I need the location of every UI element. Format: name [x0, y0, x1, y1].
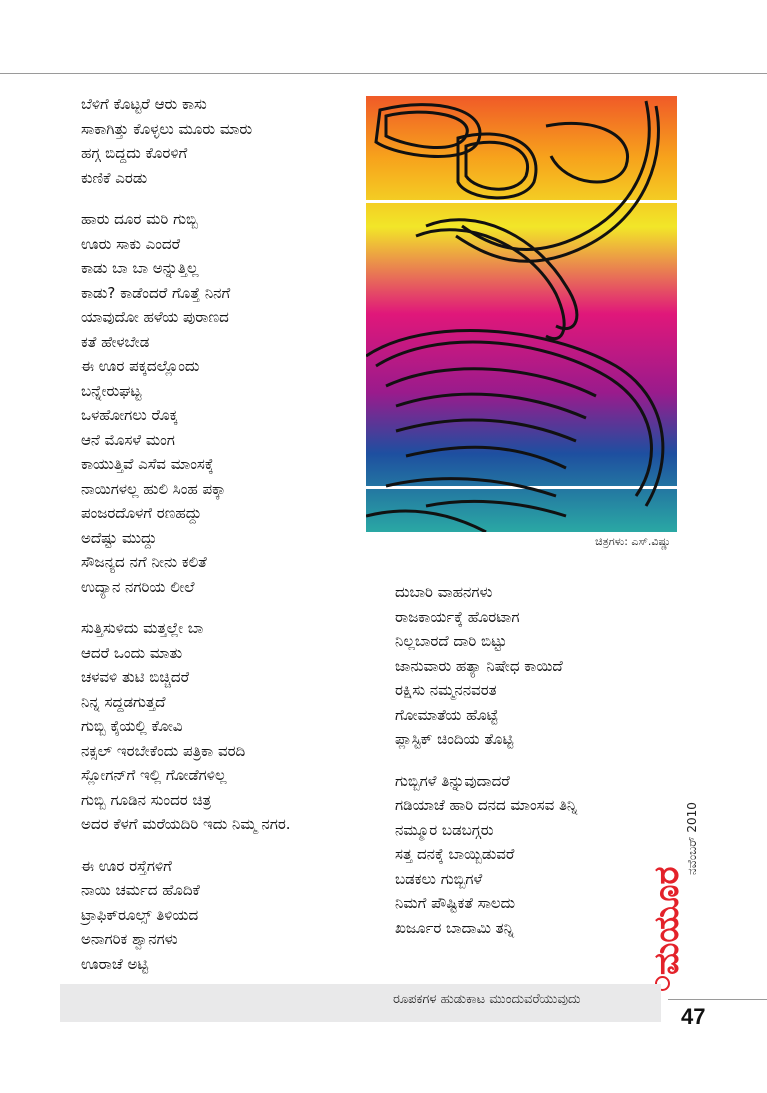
artwork-background [366, 96, 677, 532]
stanza-break [81, 190, 291, 207]
poem-line: ಕಾಯುತ್ತಿವೆ ಎಸೆವ ಮಾಂಸಕ್ಕೆ [81, 455, 214, 473]
illustration-artwork [366, 96, 677, 532]
poem-line: ಕುಣಿಕೆ ಎರಡು [81, 168, 148, 187]
poem-line: ನಿಲ್ಲಬಾರದೆ ದಾರಿ ಬಿಟ್ಟು [395, 632, 507, 650]
poem-left-column [81, 92, 291, 976]
poem-line: ಊರಾಚೆ ಅಟ್ಟಿ [81, 954, 149, 973]
poem-line: ಬಡಕಲು ಗುಬ್ಬಿಗಳೆ [395, 869, 483, 888]
poem-line: ಯಾವುದೋ ಹಳೆಯ ಪುರಾಣದ [81, 308, 229, 326]
poem-line: ಊರು ಸಾಕು ಎಂದರೆ [81, 234, 181, 253]
poem-line: ನಿನ್ನ ಸದ್ದಡಗುತ್ತದೆ [81, 692, 166, 711]
poem-line: ಒಳಹೋಗಲು ರೊಕ್ಕ [81, 406, 178, 424]
poem-line: ಈ ಊರ ಪಕ್ಕದಲ್ಲೊಂದು [81, 357, 200, 375]
poem-line: ಕತೆ ಹೇಳಬೇಡ [81, 332, 150, 351]
poem-line: ಖರ್ಜೂರ ಬಾದಾಮಿ ತನ್ನಿ [395, 918, 514, 937]
magazine-masthead [647, 775, 701, 995]
poem-line: ಆನೆ ಮೊಸಳೆ ಮಂಗ [81, 430, 175, 449]
poem-line: ಟ್ರಾಫಿಕ್‌ರೂಲ್ಸ್ ತಿಳಿಯದ [81, 905, 199, 924]
poem-line: ಸತ್ತ ದನಕ್ಕೆ ಬಾಯ್ಬಿಡುವರೆ [395, 845, 515, 863]
artwork-caption: ಚಿತ್ರಗಳು: ಎಸ್.ವಿಷ್ಣು [595, 535, 671, 548]
poem-line: ಕಾಡು? ಕಾಡೆಂದರೆ ಗೊತ್ತೆ ನಿನಗೆ [81, 283, 231, 302]
stanza-break [395, 752, 577, 769]
illustration-svg [366, 96, 677, 532]
poem-line: ಗುಬ್ಬಿ ಕೈಯಲ್ಲಿ ಕೋವಿ [81, 717, 183, 735]
poem-line: ಸುತ್ತಿಸುಳಿದು ಮತ್ತಲ್ಲೇ ಬಾ [81, 619, 204, 637]
masthead-name: ಮಯೂರ [647, 866, 687, 975]
poem-line: ನಮ್ಮೂರ ಬಡಬಗ್ಗರು [395, 820, 494, 839]
poem-line: ಸೌಜನ್ಯದ ನಗೆ ನೀನು ಕಲಿತೆ [81, 553, 207, 571]
stanza-break [81, 837, 291, 854]
poem-line: ರಾಜಕಾರ್ಯಕ್ಕೆ ಹೊರಟಾಗ [395, 607, 520, 626]
poem-line: ರಕ್ಷಿಸು ನಮ್ಮನನವರತ [395, 681, 497, 699]
poem-line: ಈ ಊರ ರಸ್ತೆಗಳಿಗೆ [81, 856, 172, 875]
poem-line: ಗುಬ್ಬಿ ಗೂಡಿನ ಸುಂದರ ಚಿತ್ರ [81, 790, 212, 809]
poem-line: ಉದ್ಯಾನ ನಗರಿಯ ಲೀಲೆ [81, 577, 195, 596]
poem-line: ಗಡಿಯಾಚೆ ಹಾರಿ ದನದ ಮಾಂಸವ ತಿನ್ನಿ [395, 796, 578, 814]
poem-line: ನಿಮಗೆ ಪೌಷ್ಟಿಕತೆ ಸಾಲದು [395, 894, 516, 912]
poem-line: ಅನಾಗರಿಕ ಶ್ವಾನಗಳು [81, 930, 178, 948]
poem-right-column [395, 580, 577, 940]
poem-line: ಬೆಳಿಗೆ ಕೊಟ್ಟರೆ ಆರು ಕಾಸು [81, 95, 207, 113]
issue-date: ನವೆಂಬರ್ 2010 [685, 802, 699, 875]
stanza-break [81, 599, 291, 616]
poem-line: ಬನ್ನೇರುಘಟ್ಟ [81, 381, 142, 400]
poem-line: ನಾಯಿ ಚರ್ಮದ ಹೊದಿಕೆ [81, 881, 200, 899]
artwork-white-line [366, 200, 677, 203]
poem-line: ಹಾರು ದೂರ ಮರಿ ಗುಬ್ಬಿ [81, 210, 198, 228]
poem-line: ನಕ್ಸಲ್ ಇರಬೇಕೆಂದು ಪತ್ರಿಕಾ ವರದಿ [81, 741, 246, 760]
poem-line: ಚಳವಳಿ ತುಟಿ ಬಿಚ್ಚಿದರೆ [81, 668, 190, 686]
poem-line: ಗೋಮಾತೆಯ ಹೊಟ್ಟೆ [395, 705, 499, 724]
bottom-rule [668, 999, 767, 1000]
poem-line: ಹಗ್ಗ ಬಿದ್ದದು ಕೊರಳಿಗೆ [81, 144, 188, 162]
poem-line: ಅದರ ಕೆಳಗೆ ಮರೆಯದಿರಿ ಇದು ನಿಮ್ಮ ನಗರ. [81, 815, 291, 833]
poem-line: ಪಂಜರದೊಳಗೆ ರಣಹದ್ದು [81, 504, 202, 522]
poem-line: ಸಾಕಾಗಿತ್ತು ಕೊಳ್ಳಲು ಮೂರು ಮಾರು [81, 119, 253, 138]
poem-line: ಜಾನುವಾರು ಹತ್ಯಾ ನಿಷೇಧ ಕಾಯಿದೆ [395, 656, 563, 675]
poem-line: ಸ್ಲೋಗನ್‌ಗೆ ಇಲ್ಲಿ ಗೋಡೆಗಳಿಲ್ಲ [81, 766, 227, 784]
poem-line: ಅದೆಷ್ಟು ಮುದ್ದು [81, 528, 157, 547]
poem-line: ಕಾಡು ಬಾ ಬಾ ಅನ್ನುತ್ತಿಲ್ಲ [81, 259, 199, 277]
poem-line: ಪ್ಲಾಸ್ಟಿಕ್ ಚಿಂದಿಯ ತೊಟ್ಟಿ [395, 730, 514, 748]
poem-line: ದುಬಾರಿ ವಾಹನಗಳು [395, 583, 493, 601]
poem-line: ನಾಯಿಗಳಲ್ಲ ಹುಲಿ ಸಿಂಹ ಪಕ್ಕಾ [81, 479, 226, 498]
page-number: 47 [681, 1004, 706, 1029]
poem-line: ಗುಬ್ಬಿಗಳೆ ತಿನ್ನುವುದಾದರೆ [395, 771, 510, 790]
poem-line: ಆದರೆ ಒಂದು ಮಾತು [81, 643, 183, 662]
top-rule [0, 73, 767, 74]
continued-note: ರೂಪಕಗಳ ಹುಡುಕಾಟ ಮುಂದುವರೆಯುವುದು [393, 992, 581, 1007]
